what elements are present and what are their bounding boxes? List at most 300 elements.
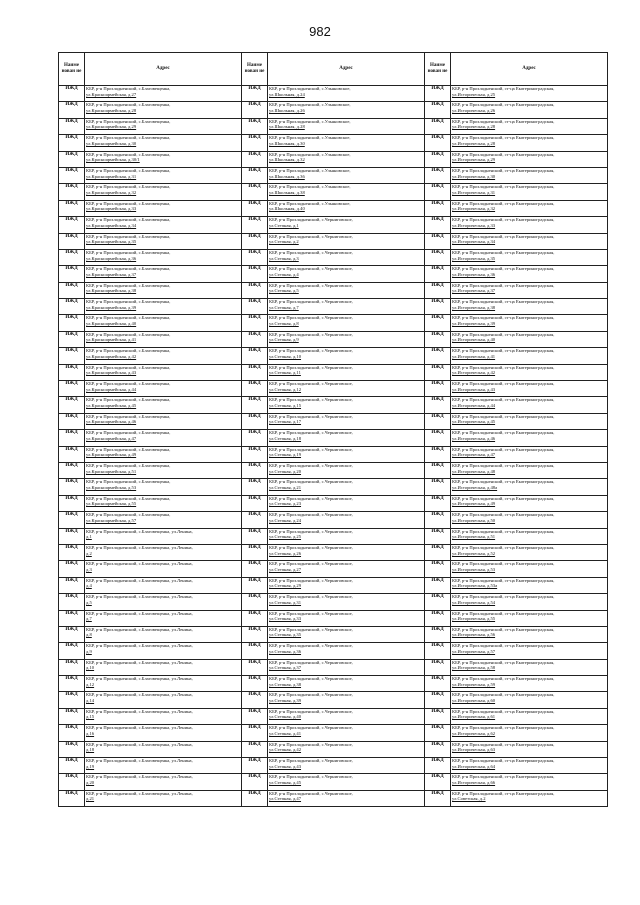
address-street: ул.Историческая, д.61 <box>452 714 496 720</box>
cell-object-type: ИЖД <box>425 479 451 495</box>
cell-object-type: ИЖД <box>425 774 451 790</box>
cell-address <box>451 397 608 413</box>
address-locality: КБР, р-н Прохладненский, с.Ульяновское, <box>269 151 351 157</box>
cell-object-type: ИЖД <box>242 626 268 642</box>
address-street: д.1 <box>86 534 92 540</box>
address-locality: КБР, р-н Прохладненский, с.Черниговское, <box>269 413 353 419</box>
cell-object-type: ИЖД <box>59 413 85 429</box>
address-locality: КБР, р-н Прохладненский, с.Черниговское, <box>269 561 353 567</box>
cell-object-type: ИЖД <box>425 577 451 593</box>
address-street: ул.Красноармейская, д.29 <box>86 124 137 130</box>
cell-object-type: ИЖД <box>425 249 451 265</box>
address-locality: КБР, р-н Прохладненский, с.Черниговское, <box>269 626 353 632</box>
table-row <box>59 413 608 429</box>
cell-address <box>451 331 608 347</box>
cell-object-type: ИЖД <box>425 118 451 134</box>
address-street: ул.Историческая, д.57 <box>452 648 496 654</box>
cell-object-type: ИЖД <box>242 364 268 380</box>
address-locality: КБР, р-н Прохладненский, ст-ца Екатериноградская, <box>452 413 555 419</box>
address-locality: КБР, р-н Прохладненский, с.Благовещенка, <box>86 413 171 419</box>
cell-object-type: ИЖД <box>425 544 451 560</box>
address-street: ул.Историческая, д.48а <box>452 484 498 490</box>
cell-object-type: ИЖД <box>59 495 85 511</box>
cell-object-type: ИЖД <box>59 151 85 167</box>
address-street: ул.Степная, д.45 <box>269 780 302 785</box>
table-row <box>59 167 608 183</box>
address-locality: КБР, р-н Прохладненский, с.Черниговское, <box>269 594 353 600</box>
cell-object-type: ИЖД <box>425 790 451 806</box>
address-street: ул.Школьная, д.38 <box>269 189 305 195</box>
column-header-name-2: Наиме нован ие <box>242 53 268 86</box>
cell-object-type: ИЖД <box>242 774 268 790</box>
address-street: ул.Степная, д.33 <box>269 616 302 622</box>
address-street: ул.Степная, д.19 <box>269 452 302 458</box>
cell-object-type: ИЖД <box>59 86 85 102</box>
table-row <box>59 266 608 282</box>
address-locality: КБР, р-н Прохладненский, с.Черниговское, <box>269 659 353 665</box>
cell-object-type: ИЖД <box>425 758 451 774</box>
address-street: ул.Школьная, д.32 <box>269 157 305 163</box>
address-locality: КБР, р-н Прохладненский, с.Благовещенка, <box>86 348 171 354</box>
address-locality: КБР, р-н Прохладненский, ст-ца Екатериноградская, <box>452 282 555 288</box>
address-locality: КБР, р-н Прохладненский, с.Ульяновское, <box>269 200 351 206</box>
cell-address <box>85 790 242 806</box>
cell-object-type: ИЖД <box>425 528 451 544</box>
address-locality: КБР, р-н Прохладненский, с.Благовещенка, <box>86 462 171 468</box>
address-street: ул.Степная, д.25 <box>269 534 302 540</box>
column-header-name-3: Наиме нован ие <box>425 53 451 86</box>
address-street: ул.Историческая, д.26 <box>452 107 496 113</box>
table-row <box>59 331 608 347</box>
address-locality: КБР, р-н Прохладненский, ст-ца Екатериноградская, <box>452 462 555 468</box>
cell-address <box>85 364 242 380</box>
cell-object-type: ИЖД <box>242 512 268 528</box>
address-locality: КБР, р-н Прохладненский, с.Черниговское, <box>269 692 353 698</box>
address-street: ул.Историческая, д.32 <box>452 206 496 212</box>
address-locality: КБР, р-н Прохладненский, с.Черниговское, <box>269 577 353 583</box>
cell-object-type: ИЖД <box>59 299 85 315</box>
address-locality: КБР, р-н Прохладненский, ст-ца Екатериноградская, <box>452 135 555 141</box>
address-street: ул.Красноармейская, д.33 <box>86 206 137 212</box>
cell-address <box>268 86 425 102</box>
cell-object-type: ИЖД <box>425 364 451 380</box>
cell-object-type: ИЖД <box>425 135 451 151</box>
address-street: ул.Историческая, д.53 <box>452 566 496 572</box>
address-street: ул.Школьная, д.28 <box>269 124 305 130</box>
cell-object-type: ИЖД <box>59 381 85 397</box>
cell-object-type: ИЖД <box>242 659 268 675</box>
address-street: ул.Степная, д.18 <box>269 435 302 441</box>
address-locality: КБР, р-н Прохладненский, с.Благовещенка, <box>86 446 171 452</box>
address-locality: КБР, р-н Прохладненский, с.Благовещенка, ул.Ленина, <box>86 774 193 780</box>
cell-object-type: ИЖД <box>242 430 268 446</box>
address-locality: КБР, р-н Прохладненский, с.Благовещенка, ул.Ленина, <box>86 708 193 714</box>
cell-object-type: ИЖД <box>59 102 85 118</box>
cell-address <box>268 397 425 413</box>
cell-address <box>268 758 425 774</box>
address-locality: КБР, р-н Прохладненский, с.Благовещенка, <box>86 282 171 288</box>
cell-object-type: ИЖД <box>59 282 85 298</box>
address-locality: КБР, р-н Прохладненский, с.Черниговское, <box>269 643 353 649</box>
address-street: ул.Красноармейская, д.42 <box>86 353 137 359</box>
table-row <box>59 315 608 331</box>
address-street: ул.Историческая, д.49 <box>452 501 496 507</box>
address-street: ул.Школьная, д.40 <box>269 206 305 212</box>
address-street: ул.Степная, д.21 <box>269 484 302 490</box>
cell-object-type: ИЖД <box>59 643 85 659</box>
address-street: ул.Красноармейская, д.51 <box>86 468 137 474</box>
cell-object-type: ИЖД <box>425 413 451 429</box>
address-street: ул.Историческая, д.42 <box>452 370 496 376</box>
cell-object-type: ИЖД <box>59 249 85 265</box>
cell-address <box>451 528 608 544</box>
address-locality: КБР, р-н Прохладненский, с.Ульяновское, <box>269 102 351 108</box>
address-street: ул.Историческая, д.43 <box>452 386 496 392</box>
address-locality: КБР, р-н Прохладненский, с.Благовещенка, <box>86 151 171 157</box>
cell-object-type: ИЖД <box>425 626 451 642</box>
address-locality: КБР, р-н Прохладненский, с.Черниговское, <box>269 610 353 616</box>
address-street: ул.Красноармейская, д.38 <box>86 288 137 294</box>
table-row <box>59 774 608 790</box>
cell-address <box>85 135 242 151</box>
address-street: ул.Степная, д.26 <box>269 550 302 556</box>
cell-address <box>268 528 425 544</box>
cell-object-type: ИЖД <box>425 610 451 626</box>
cell-address <box>85 741 242 757</box>
column-header-address-3: Адрес <box>451 53 608 86</box>
address-street: ул.Красноармейская, д.46 <box>86 419 137 425</box>
cell-address <box>451 135 608 151</box>
address-street: ул.Красноармейская, д.43 <box>86 370 137 376</box>
cell-address <box>451 266 608 282</box>
table-row <box>59 512 608 528</box>
address-street: ул.Степная, д.20 <box>269 468 302 474</box>
cell-address <box>451 151 608 167</box>
table-row <box>59 364 608 380</box>
address-locality: КБР, р-н Прохладненский, ст-ца Екатериноградская, <box>452 184 555 190</box>
cell-object-type: ИЖД <box>59 577 85 593</box>
cell-object-type: ИЖД <box>59 790 85 806</box>
cell-address <box>268 692 425 708</box>
cell-address <box>85 577 242 593</box>
address-street: ул.Красноармейская, д.31 <box>86 173 137 179</box>
cell-address <box>268 676 425 692</box>
cell-address <box>451 626 608 642</box>
cell-address <box>85 266 242 282</box>
address-locality: КБР, р-н Прохладненский, с.Благовещенка, <box>86 266 171 272</box>
address-locality: КБР, р-н Прохладненский, с.Черниговское, <box>269 790 353 796</box>
table-row <box>59 643 608 659</box>
cell-object-type: ИЖД <box>425 725 451 741</box>
cell-object-type: ИЖД <box>242 200 268 216</box>
cell-address <box>451 495 608 511</box>
cell-object-type: ИЖД <box>425 659 451 675</box>
cell-object-type: ИЖД <box>59 774 85 790</box>
cell-address <box>268 479 425 495</box>
address-locality: КБР, р-н Прохладненский, с.Благовещенка, ул.Ленина, <box>86 758 193 764</box>
cell-address <box>451 659 608 675</box>
cell-address <box>268 266 425 282</box>
cell-address <box>268 249 425 265</box>
cell-object-type: ИЖД <box>242 544 268 560</box>
cell-object-type: ИЖД <box>425 86 451 102</box>
table-row <box>59 151 608 167</box>
address-street: ул.Красноармейская, д.47 <box>86 435 137 441</box>
cell-address <box>268 610 425 626</box>
cell-address <box>451 758 608 774</box>
cell-object-type: ИЖД <box>242 725 268 741</box>
cell-object-type: ИЖД <box>242 610 268 626</box>
address-locality: КБР, р-н Прохладненский, с.Благовещенка, <box>86 135 171 141</box>
address-street: ул.Историческая, д.59 <box>452 681 496 687</box>
address-locality: КБР, р-н Прохладненский, ст-ца Екатериноградская, <box>452 217 555 223</box>
column-header-name-1: Наиме нован ие <box>59 53 85 86</box>
cell-address <box>268 315 425 331</box>
address-street: ул.Степная, д.1 <box>269 222 299 228</box>
address-locality: КБР, р-н Прохладненский, с.Благовещенка, <box>86 86 171 91</box>
address-locality: КБР, р-н Прохладненский, ст-ца Екатериноградская, <box>452 495 555 501</box>
table-row <box>59 676 608 692</box>
cell-object-type: ИЖД <box>59 708 85 724</box>
cell-address <box>85 118 242 134</box>
address-locality: КБР, р-н Прохладненский, с.Черниговское, <box>269 430 353 436</box>
address-locality: КБР, р-н Прохладненский, с.Черниговское, <box>269 282 353 288</box>
address-locality: КБР, р-н Прохладненский, с.Благовещенка, <box>86 299 171 305</box>
address-locality: КБР, р-н Прохладненский, с.Ульяновское, <box>269 167 351 173</box>
cell-object-type: ИЖД <box>59 135 85 151</box>
address-locality: КБР, р-н Прохладненский, с.Благовещенка, <box>86 167 171 173</box>
cell-address <box>451 594 608 610</box>
cell-object-type: ИЖД <box>425 331 451 347</box>
cell-address <box>451 184 608 200</box>
table-row <box>59 462 608 478</box>
cell-object-type: ИЖД <box>425 495 451 511</box>
cell-object-type: ИЖД <box>242 577 268 593</box>
cell-address <box>85 659 242 675</box>
address-street: ул.Степная, д.3 <box>269 255 299 261</box>
address-locality: КБР, р-н Прохладненский, с.Черниговское, <box>269 348 353 354</box>
address-street: ул.Степная, д.15 <box>269 403 302 409</box>
address-street: д.21 <box>86 796 95 802</box>
address-locality: КБР, р-н Прохладненский, ст-ца Екатериноградская, <box>452 233 555 239</box>
cell-object-type: ИЖД <box>242 299 268 315</box>
address-locality: КБР, р-н Прохладненский, с.Благовещенка, <box>86 397 171 403</box>
table-row <box>59 102 608 118</box>
cell-address <box>451 446 608 462</box>
table-row <box>59 233 608 249</box>
cell-object-type: ИЖД <box>425 676 451 692</box>
address-locality: КБР, р-н Прохладненский, ст-ца Екатериноградская, <box>452 200 555 206</box>
cell-address <box>268 594 425 610</box>
cell-address <box>85 758 242 774</box>
cell-object-type: ИЖД <box>425 217 451 233</box>
cell-address <box>451 462 608 478</box>
address-street: ул.Степная, д.31 <box>269 599 302 605</box>
address-street: ул.Школьная, д.26 <box>269 107 305 113</box>
cell-address <box>451 282 608 298</box>
cell-address <box>85 167 242 183</box>
address-street: ул.Историческая, д.40 <box>452 337 496 343</box>
cell-object-type: ИЖД <box>242 692 268 708</box>
cell-address <box>268 151 425 167</box>
address-locality: КБР, р-н Прохладненский, ст-ца Екатериноградская, <box>452 561 555 567</box>
address-locality: КБР, р-н Прохладненский, ст-ца Екатериноградская, <box>452 544 555 550</box>
cell-address <box>85 151 242 167</box>
cell-object-type: ИЖД <box>242 135 268 151</box>
cell-object-type: ИЖД <box>59 217 85 233</box>
address-street: ул.Историческая, д.28 <box>452 140 496 146</box>
address-street: ул.Историческая, д.34 <box>452 239 496 245</box>
cell-object-type: ИЖД <box>242 643 268 659</box>
cell-address <box>85 725 242 741</box>
address-street: ул.Степная, д.47 <box>269 796 302 802</box>
cell-address <box>268 200 425 216</box>
address-street: ул.Красноармейская, д.37 <box>86 271 137 277</box>
address-locality: КБР, р-н Прохладненский, с.Ульяновское, <box>269 135 351 141</box>
cell-address <box>268 331 425 347</box>
cell-object-type: ИЖД <box>425 381 451 397</box>
cell-object-type: ИЖД <box>59 594 85 610</box>
address-locality: КБР, р-н Прохладненский, с.Черниговское, <box>269 544 353 550</box>
cell-address <box>85 594 242 610</box>
address-street: ул.Красноармейская, д.28 <box>86 107 137 113</box>
table-row <box>59 594 608 610</box>
address-locality: КБР, р-н Прохладненский, с.Черниговское, <box>269 397 353 403</box>
address-locality: КБР, р-н Прохладненский, ст-ца Екатериноградская, <box>452 118 555 124</box>
column-header-address-2: Адрес <box>268 53 425 86</box>
address-street: ул.Красноармейская, д.35 <box>86 239 137 245</box>
cell-address <box>451 692 608 708</box>
address-street: ул.Историческая, д.25 <box>452 91 496 97</box>
cell-address <box>451 249 608 265</box>
cell-object-type: ИЖД <box>425 167 451 183</box>
cell-address <box>451 676 608 692</box>
table-row <box>59 299 608 315</box>
address-locality: КБР, р-н Прохладненский, ст-ца Екатериноградская, <box>452 594 555 600</box>
address-locality: КБР, р-н Прохладненский, с.Благовещенка, <box>86 118 171 124</box>
cell-address <box>268 282 425 298</box>
cell-object-type: ИЖД <box>59 430 85 446</box>
cell-address <box>268 299 425 315</box>
cell-address <box>268 659 425 675</box>
cell-object-type: ИЖД <box>425 348 451 364</box>
cell-address <box>85 561 242 577</box>
cell-object-type: ИЖД <box>425 266 451 282</box>
address-locality: КБР, р-н Прохладненский, ст-ца Екатериноградская, <box>452 758 555 764</box>
table-row <box>59 479 608 495</box>
address-locality: КБР, р-н Прохладненский, ст-ца Екатериноградская, <box>452 167 555 173</box>
table-row <box>59 118 608 134</box>
address-locality: КБР, р-н Прохладненский, ст-ца Екатериноградская, <box>452 331 555 337</box>
address-street: ул.Степная, д.43 <box>269 763 302 769</box>
page-number: 982 <box>309 24 331 39</box>
address-street: ул.Степная, д.7 <box>269 304 299 310</box>
table-header-row <box>59 53 608 86</box>
address-street: ул.Степная, д.9 <box>269 337 299 343</box>
cell-address <box>85 249 242 265</box>
table-row <box>59 135 608 151</box>
address-locality: КБР, р-н Прохладненский, с.Черниговское, <box>269 774 353 780</box>
address-street: ул.Историческая, д.55 <box>452 616 496 622</box>
cell-address <box>268 790 425 806</box>
cell-address <box>451 610 608 626</box>
cell-object-type: ИЖД <box>242 151 268 167</box>
cell-object-type: ИЖД <box>242 413 268 429</box>
cell-address <box>268 233 425 249</box>
cell-address <box>268 725 425 741</box>
cell-address <box>451 118 608 134</box>
address-locality: КБР, р-н Прохладненский, ст-ца Екатериноградская, <box>452 315 555 321</box>
cell-address <box>85 512 242 528</box>
cell-address <box>451 217 608 233</box>
address-locality: КБР, р-н Прохладненский, ст-ца Екатериноградская, <box>452 479 555 485</box>
cell-object-type: ИЖД <box>59 184 85 200</box>
cell-address <box>268 217 425 233</box>
table-row <box>59 741 608 757</box>
address-street: ул.Степная, д.8 <box>269 321 299 327</box>
address-locality: КБР, р-н Прохладненский, с.Благовещенка, ул.Ленина, <box>86 528 193 534</box>
cell-object-type: ИЖД <box>425 561 451 577</box>
address-street: ул.Степная, д.24 <box>269 517 302 523</box>
cell-object-type: ИЖД <box>59 528 85 544</box>
cell-address <box>451 381 608 397</box>
cell-address <box>268 135 425 151</box>
address-locality: КБР, р-н Прохладненский, ст-ца Екатериноградская, <box>452 512 555 518</box>
address-locality: КБР, р-н Прохладненский, ст-ца Екатериноградская, <box>452 610 555 616</box>
address-locality: КБР, р-н Прохладненский, ст-ца Екатериноградская, <box>452 102 555 108</box>
address-street: ул.Школьная, д.36 <box>269 173 305 179</box>
address-street: ул.Историческая, д.31 <box>452 189 496 195</box>
address-street: ул.Степная, д.27 <box>269 566 302 572</box>
table-row <box>59 528 608 544</box>
cell-address <box>451 364 608 380</box>
address-street: ул.Историческая, д.44 <box>452 403 496 409</box>
address-locality: КБР, р-н Прохладненский, с.Благовещенка, <box>86 364 171 370</box>
address-locality: КБР, р-н Прохладненский, ст-ца Екатериноградская, <box>452 381 555 387</box>
cell-object-type: ИЖД <box>242 249 268 265</box>
address-street: д.18 <box>86 747 95 753</box>
address-locality: КБР, р-н Прохладненский, ст-ца Екатериноградская, <box>452 790 555 796</box>
table-row <box>59 217 608 233</box>
cell-object-type: ИЖД <box>242 184 268 200</box>
address-street: ул.Историческая, д.30 <box>452 173 496 179</box>
cell-object-type: ИЖД <box>425 151 451 167</box>
cell-object-type: ИЖД <box>425 397 451 413</box>
cell-address <box>85 462 242 478</box>
cell-address <box>451 479 608 495</box>
address-street: ул.Степная, д.29 <box>269 583 302 589</box>
address-street: ул.Историческая, д.47 <box>452 452 496 458</box>
cell-address <box>85 102 242 118</box>
cell-address <box>85 282 242 298</box>
cell-address <box>268 102 425 118</box>
address-street: ул.Красноармейская, д.53 <box>86 484 137 490</box>
address-locality: КБР, р-н Прохладненский, ст-ца Екатериноградская, <box>452 364 555 370</box>
address-locality: КБР, р-н Прохладненский, с.Благовещенка, <box>86 102 171 108</box>
cell-object-type: ИЖД <box>242 790 268 806</box>
address-street: ул.Степная, д.10 <box>269 353 302 359</box>
cell-address <box>85 86 242 102</box>
cell-object-type: ИЖД <box>59 266 85 282</box>
cell-address <box>268 364 425 380</box>
cell-object-type: ИЖД <box>59 725 85 741</box>
address-locality: КБР, р-н Прохладненский, с.Черниговское, <box>269 479 353 485</box>
address-locality: КБР, р-н Прохладненский, с.Благовещенка, ул.Ленина, <box>86 741 193 747</box>
address-street: ул.Историческая, д.58 <box>452 665 496 671</box>
table-row <box>59 561 608 577</box>
cell-address <box>451 544 608 560</box>
table-row <box>59 184 608 200</box>
